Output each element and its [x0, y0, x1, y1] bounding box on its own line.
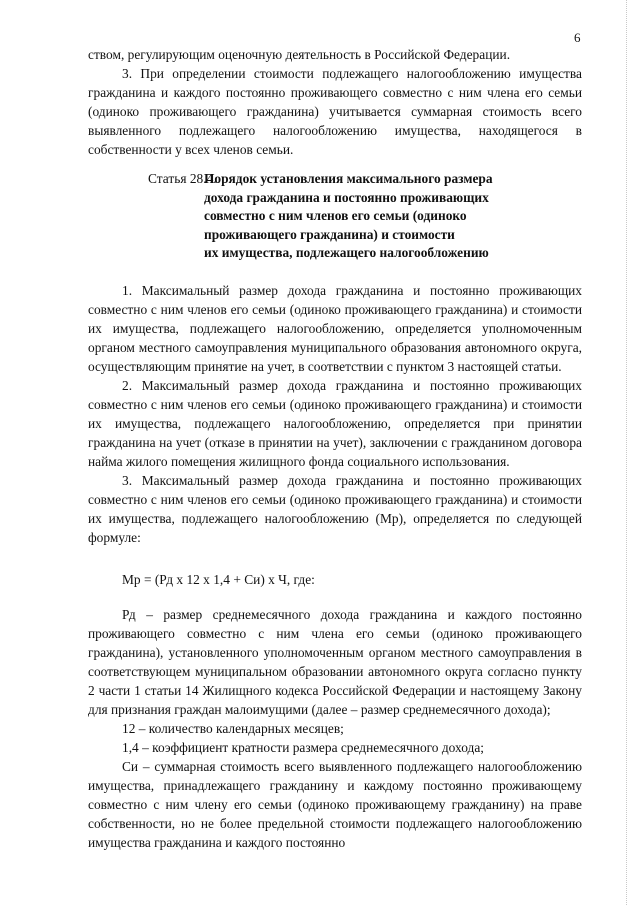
definition-months: 12 – количество календарных месяцев; — [122, 721, 344, 736]
article-label: Статья 28.4. — [148, 171, 217, 186]
article-paragraph-3: 3. Максимальный размер дохода гражданина и постоянно проживающих совместно с ним членов его семьи (одиноко проживающего гражданина) и стоимости их имущества, подлежащего налогообложению (Мр), определяется по следующей формуле: — [88, 473, 582, 545]
article-paragraph-1: 1. Максимальный размер дохода гражданина и постоянно проживающих совместно с ним членов его семьи (одиноко проживающего гражданина) и стоимости их имущества, подлежащего налогообложению, определяется уполномоченным органом местного самоуправления муниципального образования автономного округа, осуществляющим принятие на учет, в соответствии с пунктом 3 настоящей статьи. — [88, 283, 582, 374]
article-title-line: их имущества, подлежащего налогообложению — [204, 245, 489, 260]
article-title-line: дохода гражданина и постоянно проживающих — [204, 189, 489, 205]
article-title-line: Порядок установления максимального размера — [204, 171, 493, 186]
definition-coefficient: 1,4 – коэффициент кратности размера среднемесячного дохода; — [122, 740, 484, 755]
page-number: 6 — [574, 30, 581, 45]
intro-section — [88, 45, 582, 159]
article-title-line: совместно с ним членов его семьи (одиноко — [204, 208, 467, 223]
scan-edge-divider — [626, 0, 628, 905]
article-paragraph-2: 2. Максимальный размер дохода гражданина и постоянно проживающих совместно с ним членов его семьи (одиноко проживающего гражданина) и стоимости их имущества, подлежащего налогообложению, определяется при принятии гражданина на учет (отказе в принятии на учет), заключении с гражданином договора найма жилого помещения жилищного фонда социального использования. — [88, 378, 582, 469]
article-title — [204, 170, 584, 263]
article-body — [88, 281, 582, 547]
definition-si: Си – суммарная стоимость всего выявленного подлежащего налогообложению имущества, принадлежащего гражданину и каждому постоянно проживающему совместно с ним члену его семьи (одиноко проживающему гражданину) на праве собственности, но не более предельной стоимости подлежащего налогообложению имущества гражданина и каждого постоянно — [88, 759, 582, 850]
definition-rd: Рд – размер среднемесячного дохода гражданина и каждого постоянно проживающего совместно с ним члена его семьи (одиноко проживающего гражданина), установленного уполномоченным органом местного самоуправления в соответствующем муниципальном образовании автономного округа согласно пункту 2 части 1 статьи 14 Жилищного кодекса Российской Федерации и настоящему Закону для признания граждан малоимущими (далее – размер среднемесячного дохода); — [88, 607, 582, 717]
definitions-section — [88, 605, 582, 852]
intro-paragraph-continuation: ством, регулирующим оценочную деятельность в Российской Федерации. — [88, 47, 511, 62]
intro-paragraph-3: 3. При определении стоимости подлежащего налогообложению имущества гражданина и каждого постоянно проживающего совместно с ним члена его семьи (одиноко проживающего гражданина) учитывается суммарная стоимость всего выявленного подлежащего налогообложению имущества, находящегося в собственности у всех членов семьи. — [88, 66, 582, 157]
article-title-line: проживающего гражданина) и стоимости — [204, 226, 455, 242]
formula: Мр = (Рд х 12 х 1,4 + Си) х Ч, где: — [122, 572, 315, 587]
